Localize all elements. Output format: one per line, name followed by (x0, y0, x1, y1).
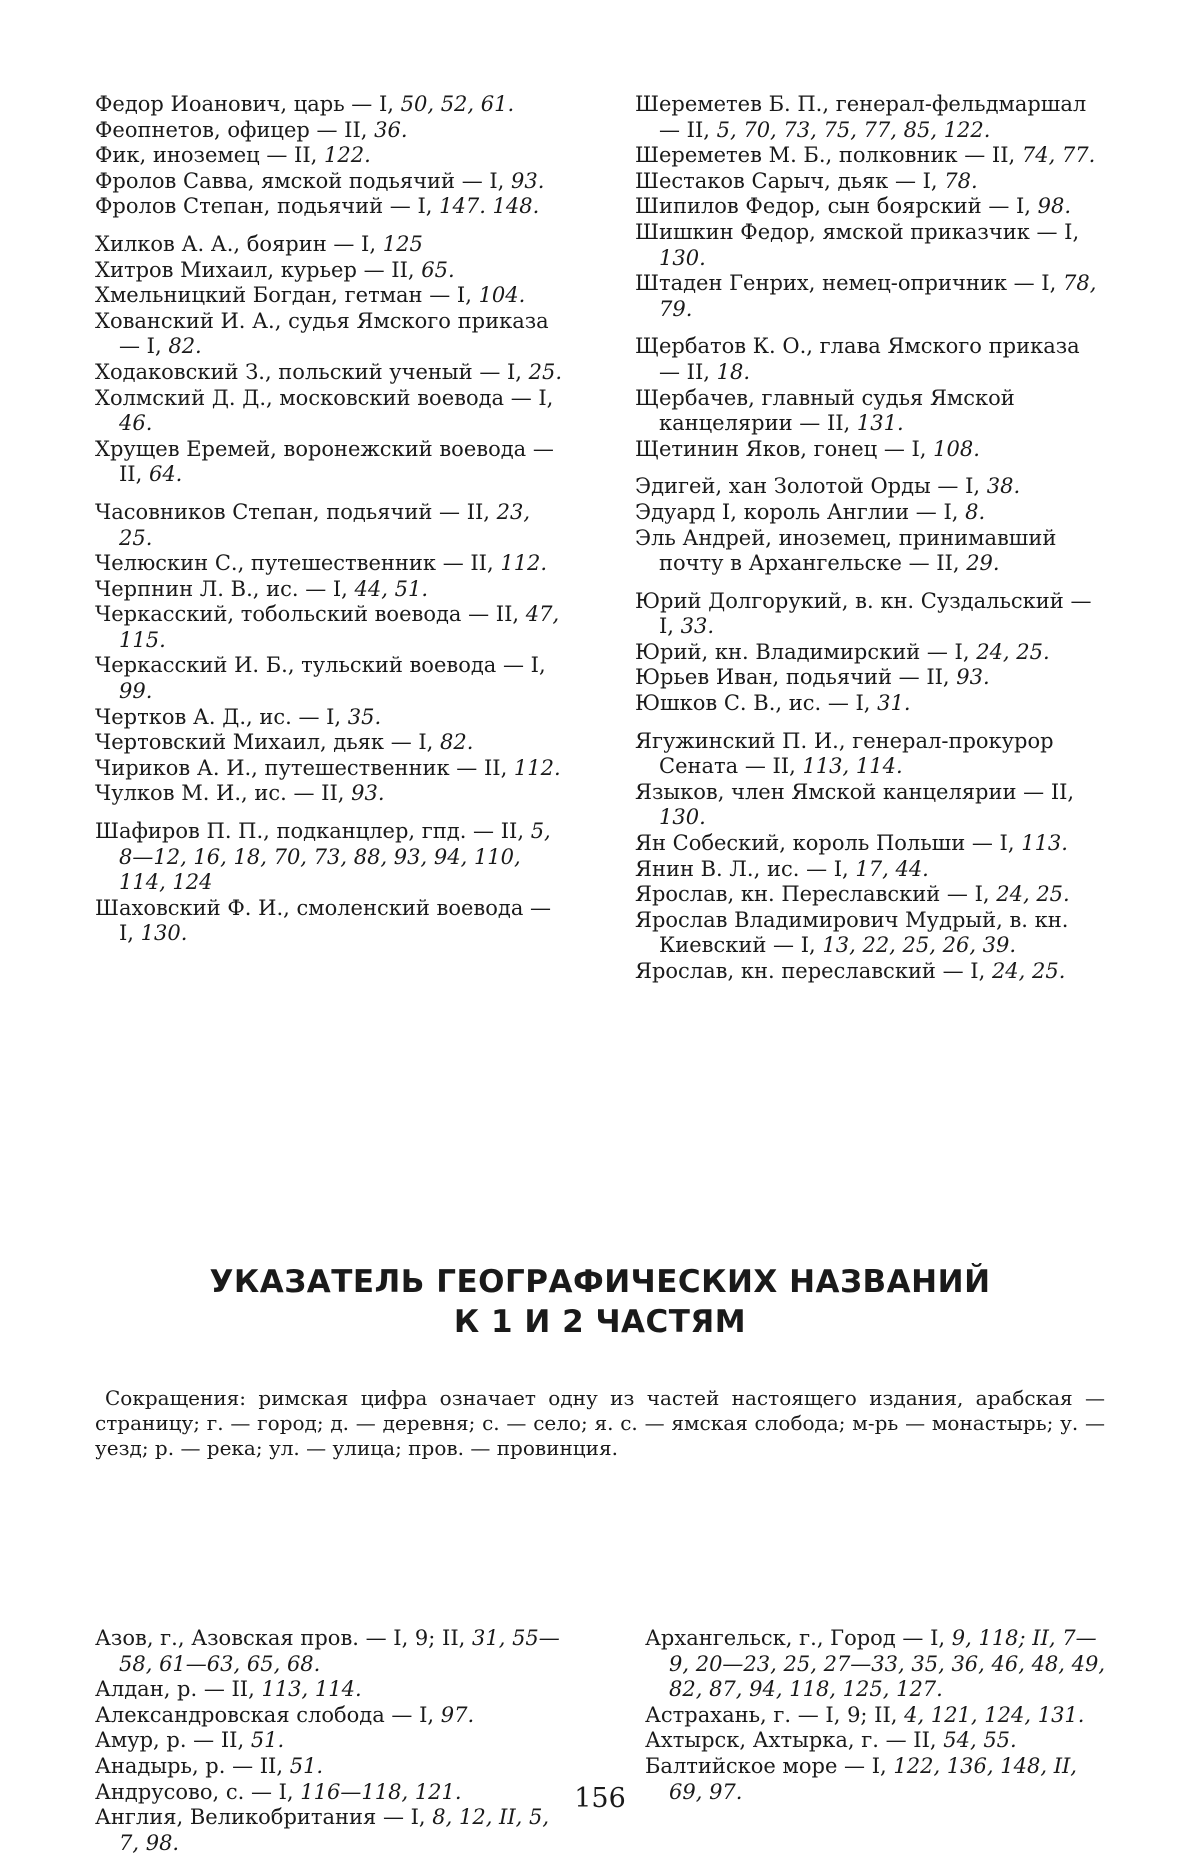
entry-name: Архангельск, г., Город — I, (645, 1626, 952, 1650)
index-entry (645, 1626, 1115, 1703)
entry-pages: 8. (965, 500, 985, 524)
index-entry (95, 551, 565, 577)
entry-name: Юшков С. В., ис. — I, (635, 691, 877, 715)
entry-name: Ходаковский З., польский ученый — I, (95, 360, 529, 384)
entry-name: Эдигей, хан Золотой Орды — I, (635, 474, 987, 498)
index-entry (95, 258, 565, 284)
entry-name: Черпнин Л. В., ис. — I, (95, 577, 355, 601)
entry-pages: 113, 114. (261, 1677, 361, 1701)
entry-pages: 29. (966, 551, 999, 575)
index-entry (95, 92, 565, 118)
entry-name: Фролов Степан, подьячий — I, (95, 194, 439, 218)
index-entry (95, 1728, 565, 1754)
entry-pages: 130. (141, 921, 188, 945)
entry-name: Федор Иоанович, царь — I, (95, 92, 401, 116)
entry-name: Андрусово, с. — I, (95, 1780, 300, 1804)
index-entry (635, 194, 1105, 220)
entry-pages: 93. (351, 781, 384, 805)
entry-pages: 130. (659, 805, 706, 829)
entry-pages: 24, 25. (996, 882, 1069, 906)
index-entry (95, 500, 565, 551)
entry-pages: 116—118, 121. (300, 1780, 461, 1804)
entry-name: Юрий, кн. Владимирский — I, (635, 640, 976, 664)
entry-name: Амур, р. — II, (95, 1728, 251, 1752)
index-entry (95, 819, 565, 896)
entry-name: Щербачев, главный судья Ямской канцелярии — II, (635, 386, 1015, 436)
entry-name: Хитров Михаил, курьер — II, (95, 258, 421, 282)
entry-name: Челюскин С., путешественник — II, (95, 551, 500, 575)
entry-pages: 78. (944, 169, 977, 193)
entry-pages: 122, 136, 148, II, 69, 97. (669, 1754, 1077, 1804)
entry-pages: 82. (168, 334, 201, 358)
index-entry (95, 143, 565, 169)
index-entry (635, 143, 1105, 169)
index-entry (95, 169, 565, 195)
index-entry (95, 1703, 565, 1729)
entry-name: Азов, г., Азовская пров. — I, 9; II, (95, 1626, 472, 1650)
entry-name: Шаховский Ф. И., смоленский воевода — I, (95, 896, 551, 946)
entry-name: Юрьев Иван, подьячий — II, (635, 665, 956, 689)
entry-pages: 112. (514, 756, 561, 780)
entry-name: Штаден Генрих, немец-опричник — I, (635, 271, 1063, 295)
entry-pages: 5, 8—12, 16, 18, 70, 73, 88, 93, 94, 110, 114, 124 (119, 819, 551, 894)
entry-name: Анадырь, р. — II, (95, 1754, 290, 1778)
entry-name: Холмский Д. Д., московский воевода — I, (95, 386, 553, 410)
index-entry (635, 169, 1105, 195)
index-entry (95, 309, 565, 360)
entry-pages: 65. (421, 258, 454, 282)
index-entry (635, 220, 1105, 271)
entry-name: Хилков А. А., боярин — I, (95, 232, 383, 256)
entry-name: Шереметев М. Б., полковник — II, (635, 143, 1022, 167)
entry-name: Англия, Великобритания — I, (95, 1805, 432, 1829)
entry-name: Алдан, р. — II, (95, 1677, 261, 1701)
entry-pages: 31. (877, 691, 910, 715)
entry-name: Ярослав Владимирович Мудрый, в. кн. Киевский — I, (635, 908, 1068, 958)
index-entry (95, 1677, 565, 1703)
entry-pages: 112. (500, 551, 547, 575)
entry-pages: 18. (717, 360, 750, 384)
index-entry (635, 437, 1105, 463)
entry-name: Эдуард I, король Англии — I, (635, 500, 965, 524)
entry-name: Часовников Степан, подьячий — II, (95, 500, 497, 524)
index-entry (635, 386, 1105, 437)
index-entry (95, 1754, 565, 1780)
index-entry (635, 474, 1105, 500)
index-entry (635, 831, 1105, 857)
entry-name: Хрущев Еремей, воронежский воевода — II, (95, 437, 554, 487)
index-entry (645, 1728, 1115, 1754)
index-entry (635, 92, 1105, 143)
page-number: 156 (0, 1783, 1200, 1814)
entry-pages: 78, 79. (659, 271, 1096, 321)
entry-name: Юрий Долгорукий, в. кн. Суздальский — I, (635, 589, 1091, 639)
entry-name: Ягужинский П. И., генерал-прокурор Сената — II, (635, 729, 1054, 779)
index-entry (95, 756, 565, 782)
index-entry (95, 653, 565, 704)
name-index-left-column (95, 92, 565, 947)
entry-name: Шипилов Федор, сын боярский — I, (635, 194, 1038, 218)
entry-pages: 99. (119, 679, 152, 703)
entry-pages: 125 (383, 232, 423, 256)
index-entry (95, 781, 565, 807)
entry-name: Хмельницкий Богдан, гетман — I, (95, 283, 479, 307)
entry-name: Щетинин Яков, гонец — I, (635, 437, 933, 461)
index-entry (635, 589, 1105, 640)
entry-name: Чертовский Михаил, дьяк — I, (95, 730, 440, 754)
index-entry (635, 271, 1105, 322)
entry-pages: 64. (149, 462, 182, 486)
entry-pages: 8, 12, II, 5, 7, 98. (119, 1805, 549, 1855)
name-index-right-column (635, 92, 1105, 985)
entry-name: Хованский И. А., судья Ямского приказа — I, (95, 309, 549, 359)
index-entry (635, 691, 1105, 717)
section-title: УКАЗАТЕЛЬ ГЕОГРАФИЧЕСКИХ НАЗВАНИЙ (0, 1262, 1200, 1302)
entry-name: Александровская слобода — I, (95, 1703, 441, 1727)
entry-pages: 51. (251, 1728, 284, 1752)
entry-pages: 130. (659, 246, 706, 270)
index-entry (95, 705, 565, 731)
entry-pages: 108. (933, 437, 980, 461)
geo-index-right-column (645, 1626, 1115, 1805)
entry-pages: 17, 44. (855, 857, 928, 881)
entry-pages: 24, 25. (992, 959, 1065, 983)
index-entry (95, 896, 565, 947)
entry-pages: 54, 55. (943, 1728, 1016, 1752)
entry-pages: 13, 22, 25, 26, 39. (822, 933, 1016, 957)
entry-pages: 147. 148. (439, 194, 539, 218)
index-entry (635, 780, 1105, 831)
entry-pages: 98. (1038, 194, 1071, 218)
geo-index-left-column (95, 1626, 565, 1856)
entry-name: Шереметев Б. П., генерал-фельдмаршал — II, (635, 92, 1086, 142)
entry-name: Феопнетов, офицер — II, (95, 118, 374, 142)
index-entry (635, 500, 1105, 526)
index-entry (95, 360, 565, 386)
entry-name: Чулков М. И., ис. — II, (95, 781, 351, 805)
index-entry (645, 1703, 1115, 1729)
entry-pages: 93. (956, 665, 989, 689)
index-entry (95, 730, 565, 756)
entry-name: Фик, иноземец — II, (95, 143, 324, 167)
entry-name: Щербатов К. О., глава Ямского приказа — II, (635, 334, 1080, 384)
index-entry (635, 334, 1105, 385)
index-entry (635, 959, 1105, 985)
entry-name: Чириков А. И., путешественник — II, (95, 756, 514, 780)
entry-pages: 51. (290, 1754, 323, 1778)
index-entry (635, 882, 1105, 908)
entry-pages: 113. (1021, 831, 1068, 855)
entry-name: Черкасский И. Б., тульский воевода — I, (95, 653, 546, 677)
index-entry (95, 118, 565, 144)
entry-pages: 46. (119, 411, 152, 435)
entry-name: Ярослав, кн. Переславский — I, (635, 882, 996, 906)
entry-pages: 35. (348, 705, 381, 729)
section-subtitle: К 1 И 2 ЧАСТЯМ (0, 1302, 1200, 1342)
entry-pages: 24, 25. (976, 640, 1049, 664)
entry-pages: 104. (479, 283, 526, 307)
index-entry (95, 232, 565, 258)
entry-pages: 74, 77. (1022, 143, 1095, 167)
entry-pages: 93. (511, 169, 544, 193)
entry-pages: 38. (987, 474, 1020, 498)
entry-name: Шишкин Федор, ямской приказчик — I, (635, 220, 1079, 244)
entry-pages: 9, 118; II, 7—9, 20—23, 25, 27—33, 35, 36, 46, 48, 49, 82, 87, 94, 118, 125, 127. (669, 1626, 1105, 1701)
entry-pages: 31, 55—58, 61—63, 65, 68. (119, 1626, 560, 1676)
index-entry (635, 857, 1105, 883)
index-entry (95, 283, 565, 309)
entry-pages: 36. (374, 118, 407, 142)
entry-name: Языков, член Ямской канцелярии — II, (635, 780, 1074, 804)
entry-pages: 4, 121, 124, 131. (904, 1703, 1084, 1727)
index-entry (95, 577, 565, 603)
entry-pages: 97. (441, 1703, 474, 1727)
entry-pages: 23, 25. (119, 500, 530, 550)
index-entry (95, 1626, 565, 1677)
entry-pages: 113, 114. (802, 754, 902, 778)
entry-pages: 25. (529, 360, 562, 384)
entry-name: Балтийское море — I, (645, 1754, 893, 1778)
entry-name: Ярослав, кн. переславский — I, (635, 959, 992, 983)
index-entry (635, 640, 1105, 666)
index-entry (635, 908, 1105, 959)
index-entry (635, 729, 1105, 780)
entry-name: Шафиров П. П., подканцлер, гпд. — II, (95, 819, 531, 843)
index-entry (95, 602, 565, 653)
entry-name: Фролов Савва, ямской подьячий — I, (95, 169, 511, 193)
entry-pages: 44, 51. (355, 577, 428, 601)
entry-pages: 47, 115. (119, 602, 559, 652)
entry-name: Ян Собеский, король Польши — I, (635, 831, 1021, 855)
entry-name: Эль Андрей, иноземец, принимавший почту в Архангельске — II, (635, 526, 1056, 576)
entry-pages: 50, 52, 61. (401, 92, 515, 116)
entry-name: Чертков А. Д., ис. — I, (95, 705, 348, 729)
index-entry (95, 386, 565, 437)
entry-name: Шестаков Сарыч, дьяк — I, (635, 169, 944, 193)
index-entry (95, 437, 565, 488)
entry-pages: 33. (681, 614, 714, 638)
entry-name: Астрахань, г. — I, 9; II, (645, 1703, 904, 1727)
entry-pages: 131. (857, 411, 904, 435)
abbreviations-note: Сокращения: римская цифра означает одну из частей настоящего издания, арабская — страницу; г. — город; д. — деревня; с. — село; я. с. — ямская слобода; м-рь — монастырь; у. — уезд; р. — река; ул. — улица; пров. — провинция. (95, 1386, 1105, 1461)
index-entry (95, 194, 565, 220)
index-entry (635, 665, 1105, 691)
entry-pages: 5, 70, 73, 75, 77, 85, 122. (717, 118, 991, 142)
entry-name: Ахтырск, Ахтырка, г. — II, (645, 1728, 943, 1752)
entry-name: Янин В. Л., ис. — I, (635, 857, 855, 881)
entry-pages: 122. (324, 143, 371, 167)
entry-name: Черкасский, тобольский воевода — II, (95, 602, 526, 626)
index-entry (635, 526, 1105, 577)
entry-pages: 82. (440, 730, 473, 754)
